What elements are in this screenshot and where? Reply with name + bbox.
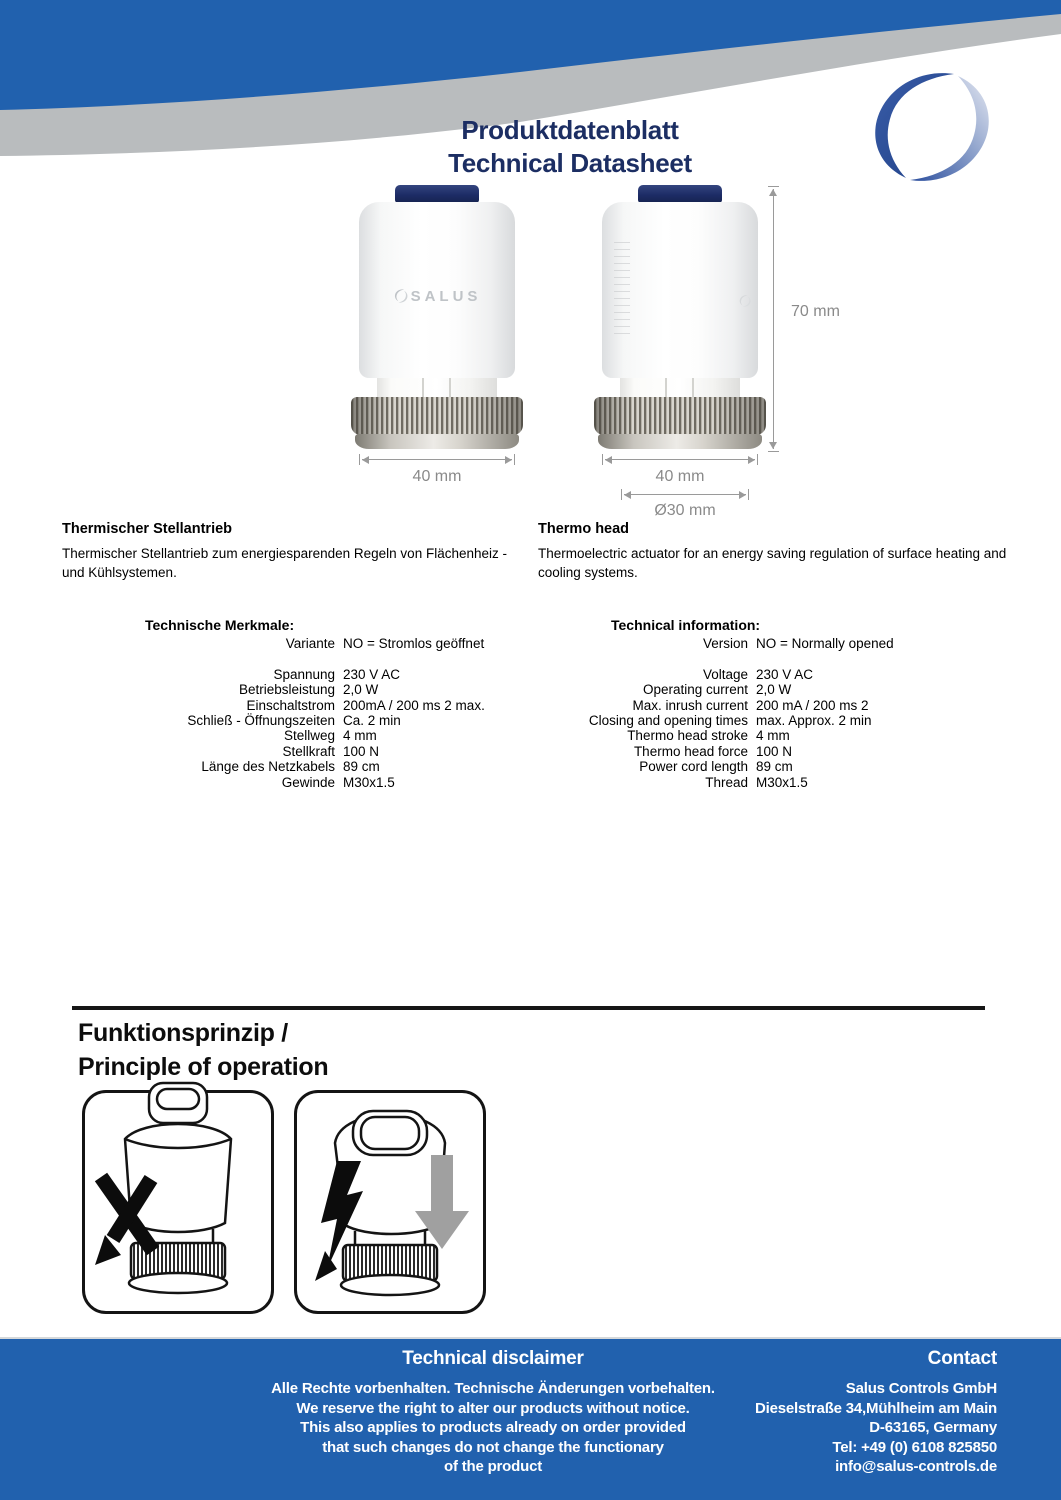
spec-label: Spannung bbox=[273, 666, 335, 682]
spec-row bbox=[100, 759, 485, 774]
knurled-ring bbox=[594, 397, 766, 435]
spec-value: max. Approx. 2 min bbox=[756, 713, 872, 729]
product-neck bbox=[377, 377, 497, 398]
spec-table-german-heading: Technische Merkmale: bbox=[145, 617, 295, 633]
salus-wordmark-text: SALUS bbox=[410, 288, 482, 305]
spec-value: 200 mA / 200 ms 2 bbox=[756, 697, 869, 713]
width-dimension-label-left: 40 mm bbox=[412, 468, 462, 485]
spec-label: Thermo head force bbox=[633, 743, 748, 759]
product-photo-front bbox=[359, 185, 515, 449]
spec-row bbox=[565, 667, 894, 682]
height-dimension-label: 70 mm bbox=[791, 303, 840, 320]
description-english-heading: Thermo head bbox=[538, 521, 630, 537]
product-side-label bbox=[614, 242, 630, 338]
description-german-heading: Thermischer Stellantrieb bbox=[62, 521, 233, 537]
spec-label: Thermo head stroke bbox=[627, 728, 748, 744]
dim-arrow-right-icon bbox=[505, 456, 512, 464]
spec-label: Einschaltstrom bbox=[246, 697, 335, 713]
spec-row bbox=[100, 713, 485, 728]
footer bbox=[0, 1337, 1061, 1500]
spec-rows-english bbox=[565, 636, 894, 790]
spec-row bbox=[100, 728, 485, 743]
contact-block bbox=[667, 1348, 997, 1477]
spec-label: Länge des Netzkabels bbox=[201, 759, 335, 775]
description-german-body: Thermischer Stellantrieb zum energiesparenden Regeln von Flächenheiz - und Kühlsystemen. bbox=[62, 546, 507, 580]
spec-label: Thread bbox=[705, 774, 748, 790]
spec-row bbox=[100, 744, 485, 759]
description-german bbox=[62, 521, 507, 582]
spec-label: Stellweg bbox=[283, 728, 335, 744]
dim-arrow-down-icon bbox=[769, 442, 777, 449]
width-dimension-line-right bbox=[602, 454, 758, 465]
footer-line: Alle Rechte vorbenhalten. Technische Änderungen vorbehalten. bbox=[271, 1380, 715, 1397]
footer-line: that such changes do not change the functionary bbox=[322, 1438, 664, 1456]
height-dimension-line bbox=[768, 186, 779, 452]
spec-row bbox=[100, 698, 485, 713]
footer-line: of the product bbox=[443, 1458, 543, 1475]
footer-line: info@salus-controls.de bbox=[835, 1458, 997, 1475]
product-cap bbox=[638, 185, 722, 203]
spec-label: Version bbox=[702, 636, 748, 651]
spec-value: 89 cm bbox=[756, 759, 793, 775]
dim-arrow-up-icon bbox=[769, 189, 777, 196]
spec-row bbox=[100, 682, 485, 697]
dim-arrow-right-icon bbox=[739, 491, 746, 499]
spec-label: Stellkraft bbox=[282, 743, 335, 759]
section-divider bbox=[72, 1006, 985, 1010]
spec-label: Gewinde bbox=[281, 774, 335, 790]
spec-label: Power cord length bbox=[639, 759, 748, 775]
spec-row bbox=[565, 651, 894, 666]
salus-mini-swirl-icon bbox=[738, 294, 752, 308]
diameter-dimension-label: Ø30 mm bbox=[654, 502, 716, 519]
width-dimension-label-right: 40 mm bbox=[655, 468, 705, 485]
description-english-body: Thermoelectric actuator for an energy saving regulation of surface heating and cooling systems. bbox=[538, 546, 1007, 580]
product-body bbox=[602, 202, 758, 378]
contact-heading: Contact bbox=[927, 1348, 997, 1369]
spec-label: Operating current bbox=[642, 682, 748, 698]
product-neck bbox=[620, 377, 740, 398]
spec-row bbox=[565, 744, 894, 759]
spec-table-german bbox=[100, 617, 485, 790]
spec-value: NO = Normally opened bbox=[756, 636, 894, 651]
spec-row bbox=[565, 713, 894, 728]
spec-label: Betriebsleistung bbox=[238, 682, 335, 698]
dim-arrow-left-icon bbox=[605, 456, 612, 464]
contact-lines bbox=[667, 1379, 997, 1477]
spec-label: Voltage bbox=[702, 666, 748, 682]
spec-label: Schließ - Öffnungszeiten bbox=[187, 713, 335, 729]
spec-row bbox=[565, 775, 894, 790]
principle-heading bbox=[78, 1016, 328, 1084]
page-title-de: Produktdatenblatt bbox=[461, 115, 679, 145]
spec-value: 200mA / 200 ms 2 max. bbox=[343, 697, 485, 713]
footer-line: We reserve the right to alter our products without notice. bbox=[296, 1399, 690, 1417]
dim-arrow-left-icon bbox=[624, 491, 631, 499]
spec-value: 4 mm bbox=[756, 728, 790, 744]
footer-line: This also applies to products already on order provided bbox=[300, 1419, 686, 1436]
product-cap bbox=[395, 185, 479, 203]
actuator-powered-drawing bbox=[297, 1077, 483, 1313]
principle-heading-en: Principle of operation bbox=[78, 1053, 329, 1081]
spec-value: M30x1.5 bbox=[756, 774, 808, 790]
spec-value: NO = Stromlos geöffnet bbox=[343, 636, 485, 651]
spec-row bbox=[565, 728, 894, 743]
spec-value: 4 mm bbox=[343, 728, 377, 744]
spec-value: Ca. 2 min bbox=[343, 713, 401, 729]
spec-label: Closing and opening times bbox=[588, 713, 748, 729]
dim-arrow-right-icon bbox=[748, 456, 755, 464]
spec-label bbox=[565, 651, 748, 666]
spec-value: 89 cm bbox=[343, 759, 380, 775]
salus-mini-swirl-icon bbox=[393, 288, 409, 304]
principle-illustration-no-power bbox=[82, 1090, 274, 1314]
spec-value: 230 V AC bbox=[343, 666, 401, 682]
spec-row bbox=[100, 775, 485, 790]
lightning-arrowhead-icon bbox=[315, 1251, 337, 1281]
spec-row bbox=[565, 698, 894, 713]
actuator-no-power-drawing bbox=[85, 1077, 271, 1313]
page-title bbox=[300, 114, 840, 180]
salus-wordmark bbox=[359, 288, 515, 305]
product-photo-side bbox=[602, 185, 758, 449]
product-body bbox=[359, 202, 515, 378]
spec-value: 100 N bbox=[756, 743, 793, 759]
spec-value: 2,0 W bbox=[756, 682, 792, 698]
footer-line: Tel: +49 (0) 6108 825850 bbox=[832, 1438, 997, 1456]
spec-label: Max. inrush current bbox=[632, 697, 748, 713]
description-english bbox=[538, 521, 1043, 582]
spec-table-english-heading: Technical information: bbox=[611, 617, 761, 633]
spec-row bbox=[565, 759, 894, 774]
spec-label: Variante bbox=[285, 636, 335, 651]
principle-illustration-powered bbox=[294, 1090, 486, 1314]
knurled-ring bbox=[351, 397, 523, 435]
footer-line: D-63165, Germany bbox=[869, 1419, 997, 1436]
spec-row bbox=[565, 636, 894, 651]
spec-row bbox=[100, 651, 485, 666]
spec-row bbox=[100, 667, 485, 682]
diameter-dimension-line bbox=[621, 489, 749, 500]
page-title-en: Technical Datasheet bbox=[448, 148, 692, 178]
base-ring bbox=[598, 434, 762, 449]
spec-table-english bbox=[565, 617, 894, 790]
spec-value: 100 N bbox=[343, 743, 380, 759]
spec-value: 2,0 W bbox=[343, 682, 379, 698]
salus-logo-swirl-icon bbox=[862, 66, 1002, 188]
spec-value: M30x1.5 bbox=[343, 774, 395, 790]
footer-line: Dieselstraße 34,Mühlheim am Main bbox=[754, 1399, 997, 1417]
base-ring bbox=[355, 434, 519, 449]
spec-label bbox=[100, 651, 335, 666]
spec-row bbox=[100, 636, 485, 651]
spec-rows-german bbox=[100, 636, 485, 790]
width-dimension-line-left bbox=[359, 454, 515, 465]
footer-line: Salus Controls GmbH bbox=[845, 1380, 997, 1397]
dim-arrow-left-icon bbox=[362, 456, 369, 464]
disclaimer-heading: Technical disclaimer bbox=[402, 1348, 584, 1369]
spec-row bbox=[565, 682, 894, 697]
spec-value: 230 V AC bbox=[756, 666, 814, 682]
principle-heading-de: Funktionsprinzip / bbox=[78, 1019, 288, 1047]
